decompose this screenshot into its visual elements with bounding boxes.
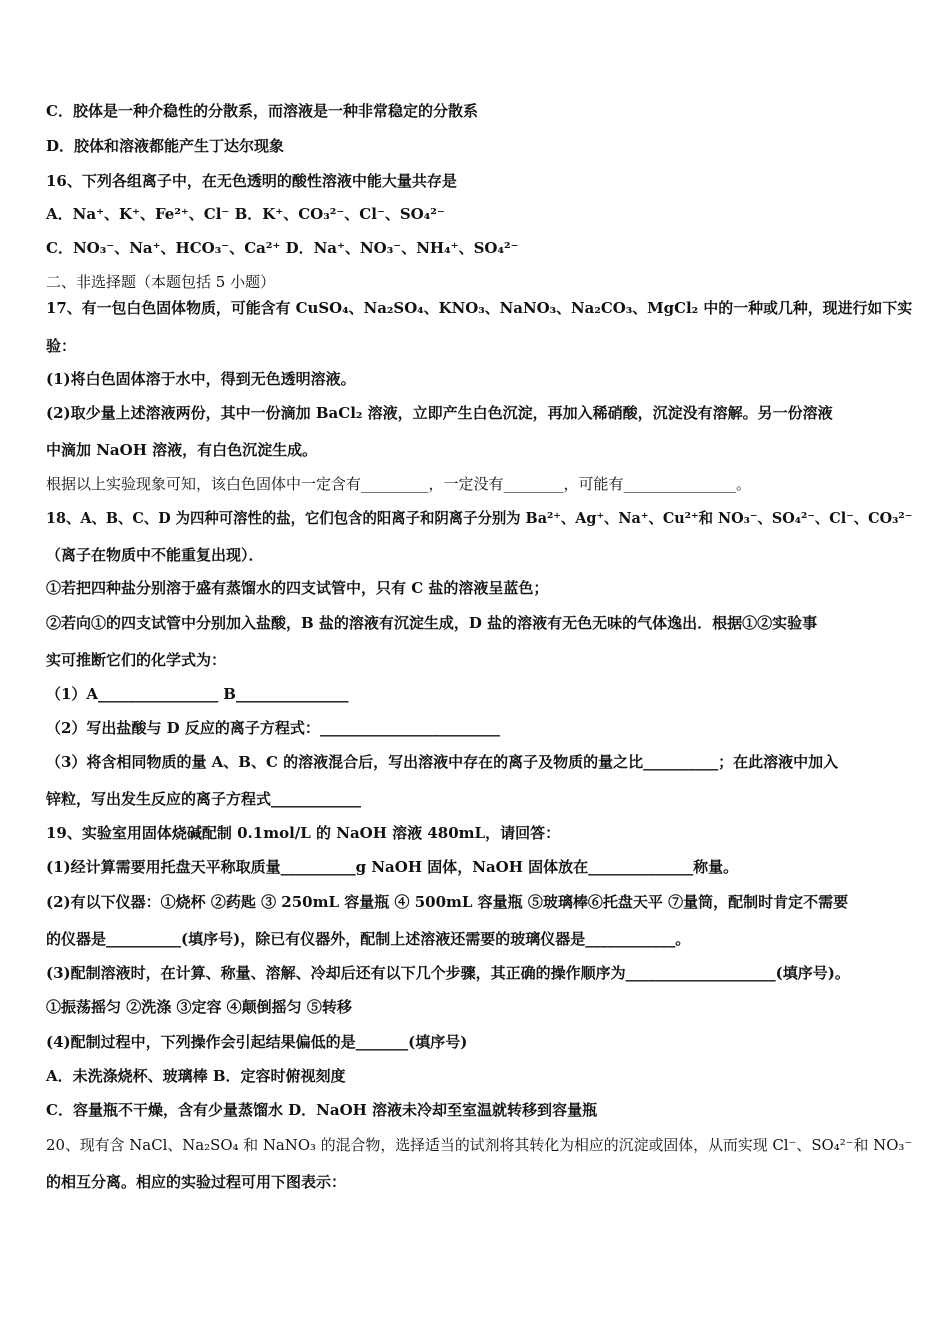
question-18-stem: 18、A、B、C、D 为四种可溶性的盐，它们包含的阳离子和阴离子分别为 Ba²⁺、Ag⁺、Na⁺、Cu²⁺和 NO₃⁻、SO₄²⁻、Cl⁻、CO₃²⁻ bbox=[46, 509, 913, 527]
answer-line: (1)经计算需要用托盘天平称取质量__________g NaOH 固体，NaOH 固体放在______________称量。 bbox=[46, 858, 739, 876]
option-line: A．Na⁺、K⁺、Fe²⁺、Cl⁻ B．K⁺、CO₃²⁻、Cl⁻、SO₄²⁻ bbox=[46, 205, 445, 223]
step-list: ①振荡摇匀 ②洗涤 ③定容 ④颠倒摇匀 ⑤转移 bbox=[46, 998, 352, 1016]
text-line: （离子在物质中不能重复出现）． bbox=[46, 546, 264, 564]
answer-line: （3）将含相同物质的量 A、B、C 的溶液混合后，写出溶液中存在的离子及物质的量之比__________；在此溶液中加入 bbox=[46, 753, 839, 771]
question-20-stem: 20、现有含 NaCl、Na₂SO₄ 和 NaNO₃ 的混合物，选择适当的试剂将其转化为相应的沉淀或固体，从而实现 Cl⁻、SO₄²⁻和 NO₃⁻ bbox=[46, 1136, 913, 1154]
text-line: (2)取少量上述溶液两份，其中一份滴加 BaCl₂ 溶液，立即产生白色沉淀，再加入稀硝酸，沉淀没有溶解。另一份溶液 bbox=[46, 404, 833, 422]
text-line: 的相互分离。相应的实验过程可用下图表示： bbox=[46, 1173, 347, 1191]
answer-line: (4)配制过程中，下列操作会引起结果偏低的是_______(填序号) bbox=[46, 1033, 468, 1051]
answer-line: 锌粒，写出发生反应的离子方程式____________ bbox=[46, 790, 362, 808]
text-line: D．胶体和溶液都能产生丁达尔现象 bbox=[46, 137, 285, 155]
section-heading: 二、非选择题（本题包括 5 小题） bbox=[46, 273, 276, 291]
text-line: 验： bbox=[46, 337, 77, 355]
text-line: 中滴加 NaOH 溶液，有白色沉淀生成。 bbox=[46, 441, 318, 459]
question-17-stem: 17、有一包白色固体物质，可能含有 CuSO₄、Na₂SO₄、KNO₃、NaNO₃、Na₂CO₃、MgCl₂ 中的一种或几种，现进行如下实 bbox=[46, 299, 913, 317]
option-line: A．未洗涤烧杯、玻璃棒 B．定容时俯视刻度 bbox=[46, 1067, 346, 1085]
answer-line: (3)配制溶液时，在计算、称量、溶解、冷却后还有以下几个步骤，其正确的操作顺序为____________________(填序号)。 bbox=[46, 964, 850, 982]
text-line: 实可推断它们的化学式为： bbox=[46, 651, 227, 669]
text-line: C．胶体是一种介稳性的分散系，而溶液是一种非常稳定的分散系 bbox=[46, 102, 478, 120]
answer-line: （1）A________________ B_______________ bbox=[46, 685, 349, 703]
text-line: ②若向①的四支试管中分别加入盐酸，B 盐的溶液有沉淀生成，D 盐的溶液有无色无味的气体逸出．根据①②实验事 bbox=[46, 614, 818, 632]
answer-line: 根据以上实验现象可知，该白色固体中一定含有_________，一定没有________，可能有_______________。 bbox=[46, 475, 752, 493]
question-16-stem: 16、下列各组离子中，在无色透明的酸性溶液中能大量共存是 bbox=[46, 172, 457, 190]
question-19-stem: 19、实验室用固体烧碱配制 0.1mol/L 的 NaOH 溶液 480mL，请回答： bbox=[46, 824, 561, 842]
option-line: C．容量瓶不干燥，含有少量蒸馏水 D．NaOH 溶液未冷却至室温就转移到容量瓶 bbox=[46, 1101, 598, 1119]
text-line: (2)有以下仪器：①烧杯 ②药匙 ③ 250mL 容量瓶 ④ 500mL 容量瓶 ⑤玻璃棒⑥托盘天平 ⑦量筒，配制时肯定不需要 bbox=[46, 893, 849, 911]
answer-line: 的仪器是__________(填序号)，除已有仪器外，配制上述溶液还需要的玻璃仪器是____________。 bbox=[46, 930, 691, 948]
text-line: (1)将白色固体溶于水中，得到无色透明溶液。 bbox=[46, 370, 356, 388]
option-line: C．NO₃⁻、Na⁺、HCO₃⁻、Ca²⁺ D．Na⁺、NO₃⁻、NH₄⁺、SO₄²⁻ bbox=[46, 239, 519, 257]
answer-line: （2）写出盐酸与 D 反应的离子方程式：________________________ bbox=[46, 719, 500, 737]
text-line: ①若把四种盐分别溶于盛有蒸馏水的四支试管中，只有 C 盐的溶液呈蓝色； bbox=[46, 579, 549, 597]
